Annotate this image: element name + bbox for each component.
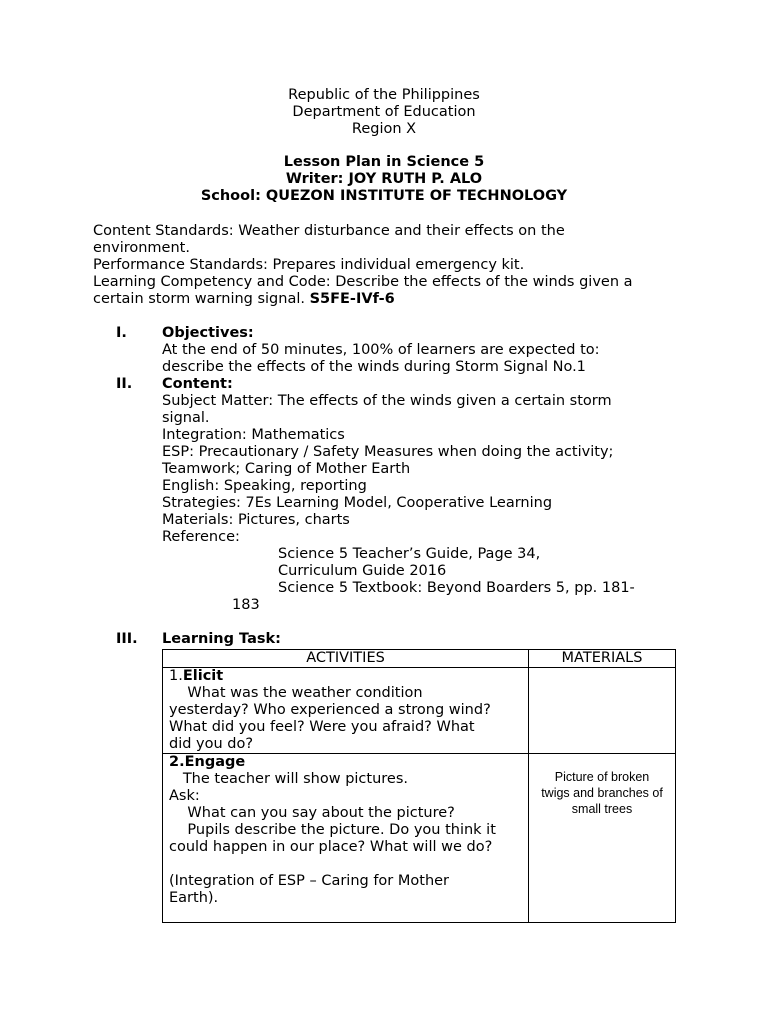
subject-matter-line1: Subject Matter: The effects of the winds given a certain storm <box>162 393 612 409</box>
engage-material-line1: Picture of broken <box>554 770 650 784</box>
elicit-number: 1. <box>169 668 183 684</box>
reference-item-3-cont: 183 <box>232 597 260 613</box>
integration-line: Integration: Mathematics <box>162 427 345 443</box>
elicit-title: Elicit <box>182 668 224 684</box>
materials-line: Materials: Pictures, charts <box>162 512 350 528</box>
column-header-materials: MATERIALS <box>529 650 676 668</box>
engage-line: What can you say about the picture? <box>169 805 455 821</box>
engage-line: Ask: <box>169 788 200 804</box>
elicit-line: did you do? <box>169 736 254 752</box>
learning-competency-line2 <box>93 291 395 308</box>
engage-line: Pupils describe the picture. Do you think it <box>169 822 496 838</box>
learning-task-table <box>162 649 676 923</box>
header-region: Region X <box>351 121 417 137</box>
content-number: II. <box>116 376 133 392</box>
school-line: School: QUEZON INSTITUTE OF TECHNOLOGY <box>200 188 568 204</box>
reference-item-1: Science 5 Teacher’s Guide, Page 34, <box>278 546 541 562</box>
elicit-line: What did you feel? Were you afraid? What <box>169 719 475 735</box>
reference-label: Reference: <box>162 529 240 545</box>
performance-standards: Performance Standards: Prepares individual emergency kit. <box>93 257 525 273</box>
engage-material-line3: small trees <box>571 802 633 816</box>
content-standards-line2: environment. <box>93 240 190 256</box>
engage-line: Earth). <box>169 890 219 906</box>
english-line: English: Speaking, reporting <box>162 478 367 494</box>
engage-line: could happen in our place? What will we do? <box>169 839 493 855</box>
esp-line1: ESP: Precautionary / Safety Measures when doing the activity; <box>162 444 614 460</box>
reference-item-2: Curriculum Guide 2016 <box>278 563 447 579</box>
learning-task-number: III. <box>116 631 138 647</box>
table-row <box>163 754 676 923</box>
esp-line2: Teamwork; Caring of Mother Earth <box>162 461 411 477</box>
header-department: Department of Education <box>292 104 476 120</box>
competency-code: S5FE-IVf-6 <box>309 291 395 307</box>
table-header-row <box>163 650 676 668</box>
reference-item-3: Science 5 Textbook: Beyond Boarders 5, pp. 181- <box>278 580 635 596</box>
content-standards-line1: Content Standards: Weather disturbance and their effects on the <box>93 223 565 239</box>
objectives-heading: Objectives: <box>162 325 254 341</box>
objectives-number: I. <box>116 325 127 341</box>
writer-line: Writer: JOY RUTH P. ALO <box>285 171 483 187</box>
column-header-activities: ACTIVITIES <box>163 650 529 668</box>
engage-line: (Integration of ESP – Caring for Mother <box>169 873 450 889</box>
engage-materials-cell <box>529 754 676 923</box>
engage-line: The teacher will show pictures. <box>169 771 408 787</box>
content-heading: Content: <box>162 376 233 392</box>
objectives-line2: describe the effects of the winds during Storm Signal No.1 <box>162 359 586 375</box>
engage-activity-cell <box>163 754 529 923</box>
elicit-materials-cell <box>529 668 676 754</box>
strategies-line: Strategies: 7Es Learning Model, Cooperative Learning <box>162 495 553 511</box>
lesson-title: Lesson Plan in Science 5 <box>283 154 485 170</box>
learning-task-heading: Learning Task: <box>162 631 281 647</box>
table-row <box>163 668 676 754</box>
competency-text: certain storm warning signal. <box>93 291 305 307</box>
elicit-line: yesterday? Who experienced a strong wind? <box>169 702 491 718</box>
elicit-line: What was the weather condition <box>169 685 423 701</box>
engage-blank-line <box>169 856 522 873</box>
elicit-activity-cell <box>163 668 529 754</box>
engage-title: 2.Engage <box>169 754 246 770</box>
learning-competency-line1: Learning Competency and Code: Describe the effects of the winds given a <box>93 274 633 290</box>
objectives-line1: At the end of 50 minutes, 100% of learners are expected to: <box>162 342 600 358</box>
subject-matter-line2: signal. <box>162 410 210 426</box>
engage-material-line2: twigs and branches of <box>541 786 663 800</box>
header-republic: Republic of the Philippines <box>288 87 480 103</box>
